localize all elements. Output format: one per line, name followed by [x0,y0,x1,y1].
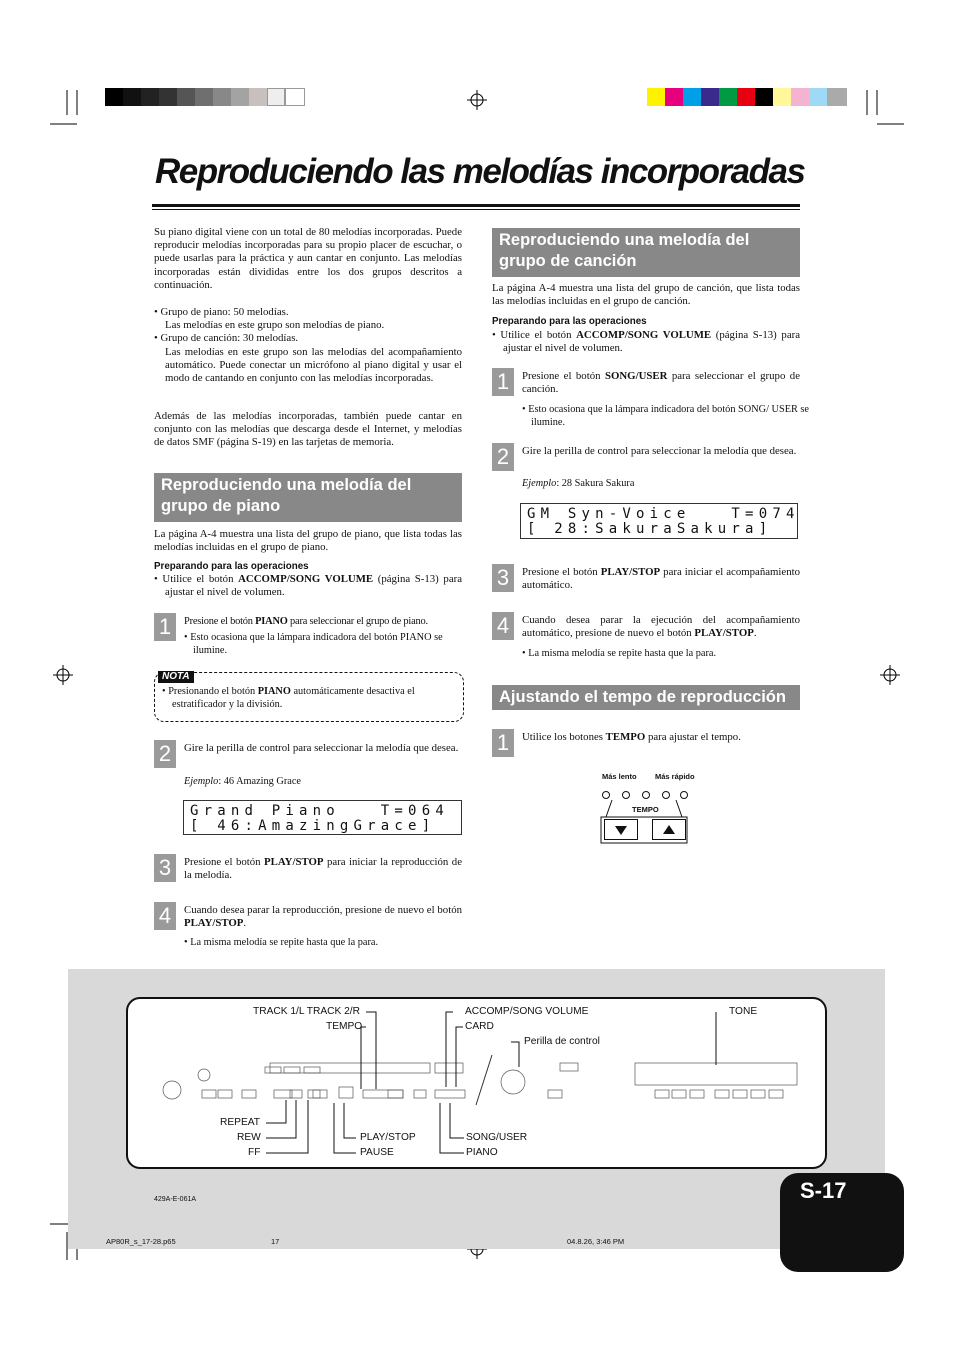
label-accomp-song-volume: ACCOMP/SONG VOLUME [465,1006,589,1017]
song-example: Ejemplo: 28 Sakura Sakura [522,478,635,489]
song-lcd-display [520,503,798,539]
title-rule [152,204,800,207]
tempo-slower-label: Más lento [602,772,637,781]
song-step-4-note: • La misma melodía se repite hasta que la para. [522,648,717,659]
label-repeat: REPEAT [220,1117,261,1128]
section-heading-song: Reproduciendo una melodía del grupo de canción [492,228,800,277]
tempo-step-1: Utilice los botones TEMPO para ajustar el tempo. [522,731,741,743]
intro-bullets [154,306,462,385]
tempo-up-button[interactable] [652,819,686,840]
section-heading-piano: Reproduciendo una melodía del grupo de piano [154,473,462,522]
tempo-diagram-label: TEMPO [632,805,659,814]
title-rule-thin [152,209,800,210]
song-step-1-number: 1 [492,368,514,396]
lcd-line-1: GM Syn-Voice T=074 [527,506,800,522]
page-title: Reproduciendo las melodías incorporadas [155,152,805,191]
bullet-song-sub: Las melodías en este grupo son las melodías del acompañamiento automático. Puede conectar un micrófono al piano digital y usar el modo de cantando en conjunto con las melodías incorporadas. [165,345,462,385]
page-label: S-17 [800,1178,847,1203]
label-tempo: TEMPO [326,1021,363,1032]
label-track: TRACK 1/L TRACK 2/R [253,1006,360,1017]
piano-step-4-note: • La misma melodía se repite hasta que la para. [184,937,379,948]
label-piano: PIANO [466,1147,498,1158]
lcd-line-2: [ 46:AmazingGrace] [190,818,436,834]
piano-example: Ejemplo: 46 Amazing Grace [184,776,301,787]
piano-step-4: Cuando desea parar la reproducción, presione de nuevo el botón PLAY/STOP. [184,904,462,930]
song-prep-title: Preparando para las operaciones [492,316,647,327]
label-rew: REW [237,1132,261,1143]
label-pause: PAUSE [360,1147,394,1158]
song-step-2-number: 2 [492,443,514,471]
triangle-down-icon [615,825,627,835]
piano-step-4-number: 4 [154,902,176,930]
file-name: AP80R_s_17-28.p65 [106,1237,176,1246]
song-step-3: Presione el botón PLAY/STOP para iniciar el acompañamiento automático. [522,566,801,592]
bullet-piano-group: • Grupo de piano: 50 melodías. [154,306,462,319]
piano-prep-text: • Utilice el botón ACCOMP/SONG VOLUME (página S-13) para ajustar el nivel de volumen. [154,573,462,599]
piano-intro: La página A-4 muestra una lista del grupo de piano, que lista todas las melodías incluidas en el grupo de piano. [154,528,462,554]
print-date: 04.8.26, 3:46 PM [567,1237,625,1246]
song-step-1-note: • Esto ocasiona que la lámpara indicadora del botón SONG/ USER se ilumine. [522,404,809,428]
piano-prep-title: Preparando para las operaciones [154,561,309,572]
song-step-4: Cuando desea parar la ejecución del acompañamiento automático, presione de nuevo el botón PLAY/STOP. [522,614,800,640]
label-control-knob: Perilla de control [524,1036,600,1047]
piano-step-1: Presione el botón PIANO para seleccionar el grupo de piano. [184,616,428,627]
label-card: CARD [465,1021,494,1032]
intro-paragraph-2: Además de las melodías incorporadas, también puede cantar en conjunto con las melodías que descarga desde el Internet, y melodías de datos SMF (página S-19) en las tarjetas de memoria. [154,410,462,449]
song-step-1: Presione el botón SONG/USER para seleccionar el grupo de canción. [522,370,800,396]
tempo-step-1-number: 1 [492,729,514,757]
tempo-faster-label: Más rápido [655,772,695,781]
label-song-user: SONG/USER [466,1132,528,1143]
nota-text: • Presionando el botón PIANO automáticamente desactiva el estratificador y la división. [162,686,415,710]
song-step-2: Gire la perilla de control para seleccionar la melodía que desea. [522,445,797,457]
bullet-piano-sub: Las melodías en este grupo son melodías de piano. [165,319,385,332]
song-prep-text: • Utilice el botón ACCOMP/SONG VOLUME (página S-13) para ajustar el nivel de volumen. [492,329,800,355]
intro-paragraph: Su piano digital viene con un total de 80 melodías incorporadas. Puede reproducir melodías incorporadas para su propio placer de escuchar, o puede usarlas para la práctica y aun cantar en conjunto. Las melodías incorporadas están divididas entre los dos grupos descritos a continuación. [154,226,462,291]
lcd-line-2: [ 28:SakuraSakura] [527,521,773,537]
nota-tag: NOTA [158,671,194,683]
piano-step-3-number: 3 [154,854,176,882]
piano-lcd-display [183,800,462,835]
label-play-stop: PLAY/STOP [360,1132,416,1143]
song-step-3-number: 3 [492,564,514,592]
bullet-song-group: • Grupo de canción: 30 melodías. [154,332,462,345]
piano-step-2-number: 2 [154,740,176,768]
label-ff: FF [248,1147,261,1158]
piano-step-2: Gire la perilla de control para seleccionar la melodía que desea. [184,742,459,754]
piano-step-1-note: • Esto ocasiona que la lámpara indicadora del botón PIANO se ilumine. [184,632,443,656]
label-tone: TONE [729,1006,758,1017]
footer-page-number: 17 [271,1237,280,1246]
section-heading-tempo: Ajustando el tempo de reproducción [492,685,800,710]
triangle-up-icon [663,825,675,835]
piano-step-3: Presione el botón PLAY/STOP para iniciar la reproducción de la melodía. [184,856,463,882]
piano-step-1-number: 1 [154,613,176,641]
lcd-line-1: Grand Piano T=064 [190,803,449,819]
tempo-down-button[interactable] [604,819,638,840]
song-step-4-number: 4 [492,612,514,640]
doc-code: 429A-E-061A [154,1196,197,1203]
song-intro: La página A-4 muestra una lista del grupo de canción, que lista todas las melodías incluidas en el grupo de canción. [492,282,800,308]
